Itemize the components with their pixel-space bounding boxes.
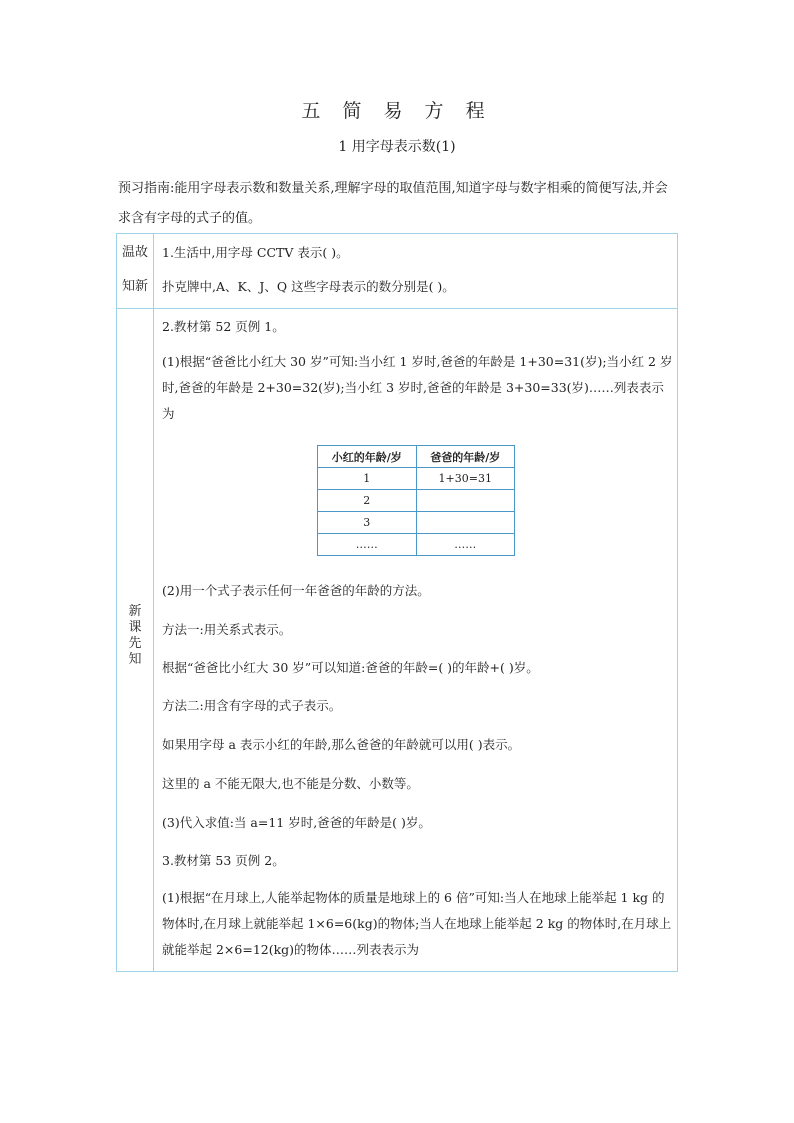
table-cell (416, 490, 515, 512)
preview-guide: 预习指南:能用字母表示数和数量关系,理解字母的取值范围,知道字母与数字相乘的简便写法,并会求含有字母的式子的值。 (118, 181, 668, 226)
table-cell: 3 (318, 512, 417, 534)
method-1-text: 根据“爸爸比小红大 30 岁”可以知道:爸爸的年龄=( )的年龄+( )岁。 (162, 660, 539, 675)
example-3-title: 3.教材第 53 页例 2。 (162, 853, 285, 868)
range-note: 这里的 a 不能无限大,也不能是分数、小数等。 (162, 776, 419, 791)
table-row (318, 468, 515, 490)
table-cell: …… (318, 534, 417, 556)
review-label-2: 知新 (121, 279, 148, 294)
example-3-paragraph: (1)根据“在月球上,人能举起物体的质量是地球上的 6 倍”可知:当人在地球上能举起 1 kg 的物体时,在月球上就能举起 1×6=6(kg)的物体;当人在地球上能举起 2 kg 的物体时,在月球上就能举起 2×6=12(kg)的物体……列表表示为 (162, 890, 672, 957)
newlesson-label (117, 604, 153, 668)
section-divider (117, 308, 677, 309)
table-header-cell: 爸爸的年龄/岁 (416, 446, 515, 468)
example-2-title: 2.教材第 52 页例 1。 (162, 319, 285, 334)
review-label-1: 温故 (121, 245, 148, 260)
table-cell (416, 512, 515, 534)
chapter-title: 五 简 易 方 程 (301, 100, 493, 122)
column-divider (153, 234, 154, 971)
newlesson-label-char: 课 (128, 620, 142, 635)
method-2-heading: 方法二:用含有字母的式子表示。 (162, 698, 342, 713)
method-1-heading: 方法一:用关系式表示。 (162, 622, 292, 637)
worksheet-frame (116, 233, 678, 972)
age-table (317, 445, 515, 556)
newlesson-label-char: 先 (128, 636, 142, 651)
table-cell: …… (416, 534, 515, 556)
table-row (318, 534, 515, 556)
review-question-1: 1.生活中,用字母 CCTV 表示( )。 (162, 245, 349, 260)
table-header-cell: 小红的年龄/岁 (318, 446, 417, 468)
newlesson-label-char: 知 (128, 652, 142, 667)
table-cell: 1 (318, 468, 417, 490)
part-1-paragraph: (1)根据“爸爸比小红大 30 岁”可知:当小红 1 岁时,爸爸的年龄是 1+30=31(岁);当小红 2 岁时,爸爸的年龄是 2+30=32(岁);当小红 3 岁时,爸爸的年龄是 3+30=33(岁)……列表表示为 (162, 354, 673, 421)
part-2-heading: (2)用一个式子表示任何一年爸爸的年龄的方法。 (162, 583, 430, 598)
table-header-row (318, 446, 515, 468)
newlesson-label-char: 新 (128, 604, 142, 619)
part-3-substitution: (3)代入求值:当 a=11 岁时,爸爸的年龄是( )岁。 (162, 815, 431, 830)
table-cell: 1+30=31 (416, 468, 515, 490)
table-cell: 2 (318, 490, 417, 512)
table-row (318, 512, 515, 534)
table-row (318, 490, 515, 512)
method-2-text: 如果用字母 a 表示小红的年龄,那么爸爸的年龄就可以用( )表示。 (162, 737, 521, 752)
lesson-subtitle: 1 用字母表示数(1) (338, 139, 456, 155)
review-question-2: 扑克牌中,A、K、J、Q 这些字母表示的数分别是( )。 (162, 279, 455, 294)
